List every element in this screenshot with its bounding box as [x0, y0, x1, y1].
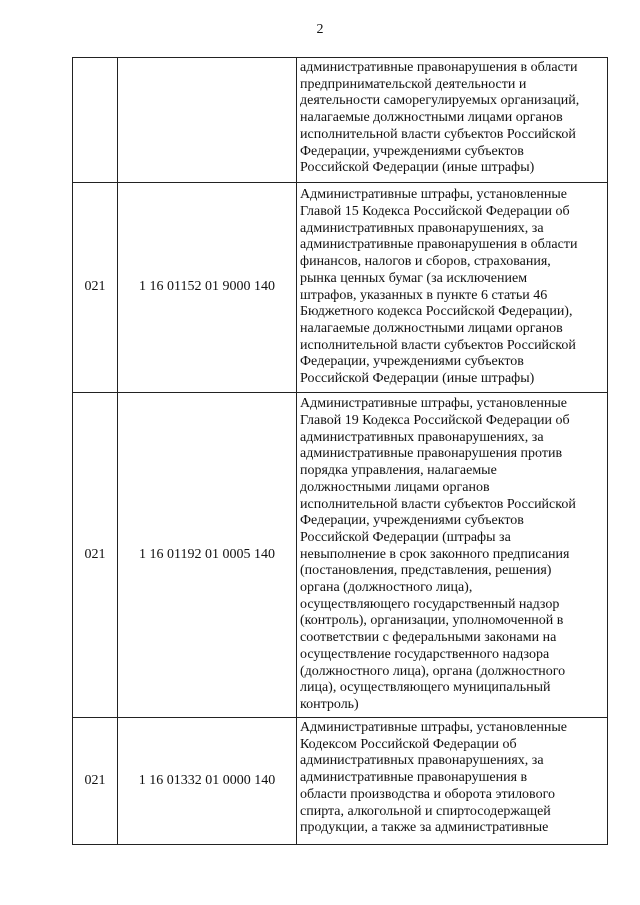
description-line: невыполнение в срок законного предписания [300, 546, 570, 562]
description-line: административных правонарушениях, за [300, 429, 544, 445]
description-line: административные правонарушения в [300, 770, 528, 786]
description-line: Бюджетного кодекса Российской Федерации), [300, 304, 573, 320]
budget-classification-code-cell: 1 16 01332 01 0000 140 [118, 718, 297, 845]
description-line: административные правонарушения против [300, 446, 563, 462]
table-row [73, 718, 608, 845]
budget-classification-code-cell: 1 16 01152 01 9000 140 [118, 183, 297, 393]
page-number: 2 [316, 22, 324, 37]
description-cell [297, 58, 608, 183]
administrator-code-cell [73, 58, 118, 183]
description-line: налагаемые должностными лицами органов [300, 110, 563, 126]
table-row [73, 58, 608, 183]
description-line: административные правонарушения в области [300, 60, 578, 75]
description-line: Административные штрафы, установленные [300, 720, 567, 735]
description-line: спирта, алкогольной и спиртосодержащей [300, 803, 551, 819]
description-line: продукции, а также за административные [300, 820, 549, 836]
description-line: Федерации, учреждениями субъектов [300, 354, 524, 370]
description-line: порядка управления, налагаемые [300, 463, 497, 479]
description-line: налагаемые должностными лицами органов [300, 320, 563, 336]
description-line: рынка ценных бумаг (за исключением [300, 270, 528, 286]
description-line: административных правонарушениях, за [300, 753, 544, 769]
description-cell [297, 393, 608, 718]
description-line: Федерации, учреждениями субъектов [300, 143, 524, 159]
description-line: (контроль), организации, уполномоченной в [300, 613, 564, 629]
description-line: финансов, налогов и сборов, страхования, [300, 254, 551, 270]
description-line: контроль) [300, 696, 359, 712]
description-line: (постановления, представления, решения) [300, 563, 552, 579]
description-line: Федерации, учреждениями субъектов [300, 513, 524, 529]
description-line: Российской Федерации (иные штрафы) [300, 160, 535, 176]
description-line: Главой 19 Кодекса Российской Федерации об [300, 413, 570, 429]
description-line: Административные штрафы, установленные [300, 396, 567, 412]
description-line: осуществление государственного надзора [300, 646, 550, 662]
description-line: предпринимательской деятельности и [300, 76, 527, 92]
description-line: Российской Федерации (иные штрафы) [300, 371, 535, 387]
description-cell [297, 183, 608, 393]
description-line: органа (должностного лица), [300, 580, 473, 596]
description-line: Главой 15 Кодекса Российской Федерации об [300, 203, 570, 219]
description-line: административные правонарушения в области [300, 237, 578, 253]
budget-classification-code-cell: 1 16 01192 01 0005 140 [118, 393, 297, 718]
description-line: исполнительной власти субъектов Российской [300, 126, 576, 142]
description-line: исполнительной власти субъектов Российской [300, 496, 576, 512]
description-line: должностными лицами органов [300, 479, 490, 495]
description-line: Кодексом Российской Федерации об [300, 736, 517, 752]
administrator-code-cell: 021 [73, 718, 118, 845]
description-line: Российской Федерации (штрафы за [300, 529, 511, 545]
description-line: штрафов, указанных в пункте 6 статьи 46 [300, 287, 548, 303]
description-line: соответствии с федеральными законами на [300, 630, 557, 646]
description-line: (должностного лица), органа (должностного [300, 663, 566, 679]
description-line: деятельности саморегулируемых организаций, [300, 93, 580, 109]
description-line: лица), осуществляющего муниципальный [300, 680, 551, 696]
table-body [73, 58, 608, 845]
description-line: Административные штрафы, установленные [300, 187, 567, 203]
description-line: административных правонарушениях, за [300, 220, 544, 236]
budget-classification-code-cell [118, 58, 297, 183]
description-line: осуществляющего государственный надзор [300, 596, 560, 612]
revenue-codes-table [72, 57, 608, 845]
administrator-code-cell: 021 [73, 393, 118, 718]
description-line: исполнительной власти субъектов Российской [300, 337, 576, 353]
table-row [73, 183, 608, 393]
table-row [73, 393, 608, 718]
description-cell [297, 718, 608, 845]
administrator-code-cell: 021 [73, 183, 118, 393]
description-line: области производства и оборота этилового [300, 786, 555, 802]
